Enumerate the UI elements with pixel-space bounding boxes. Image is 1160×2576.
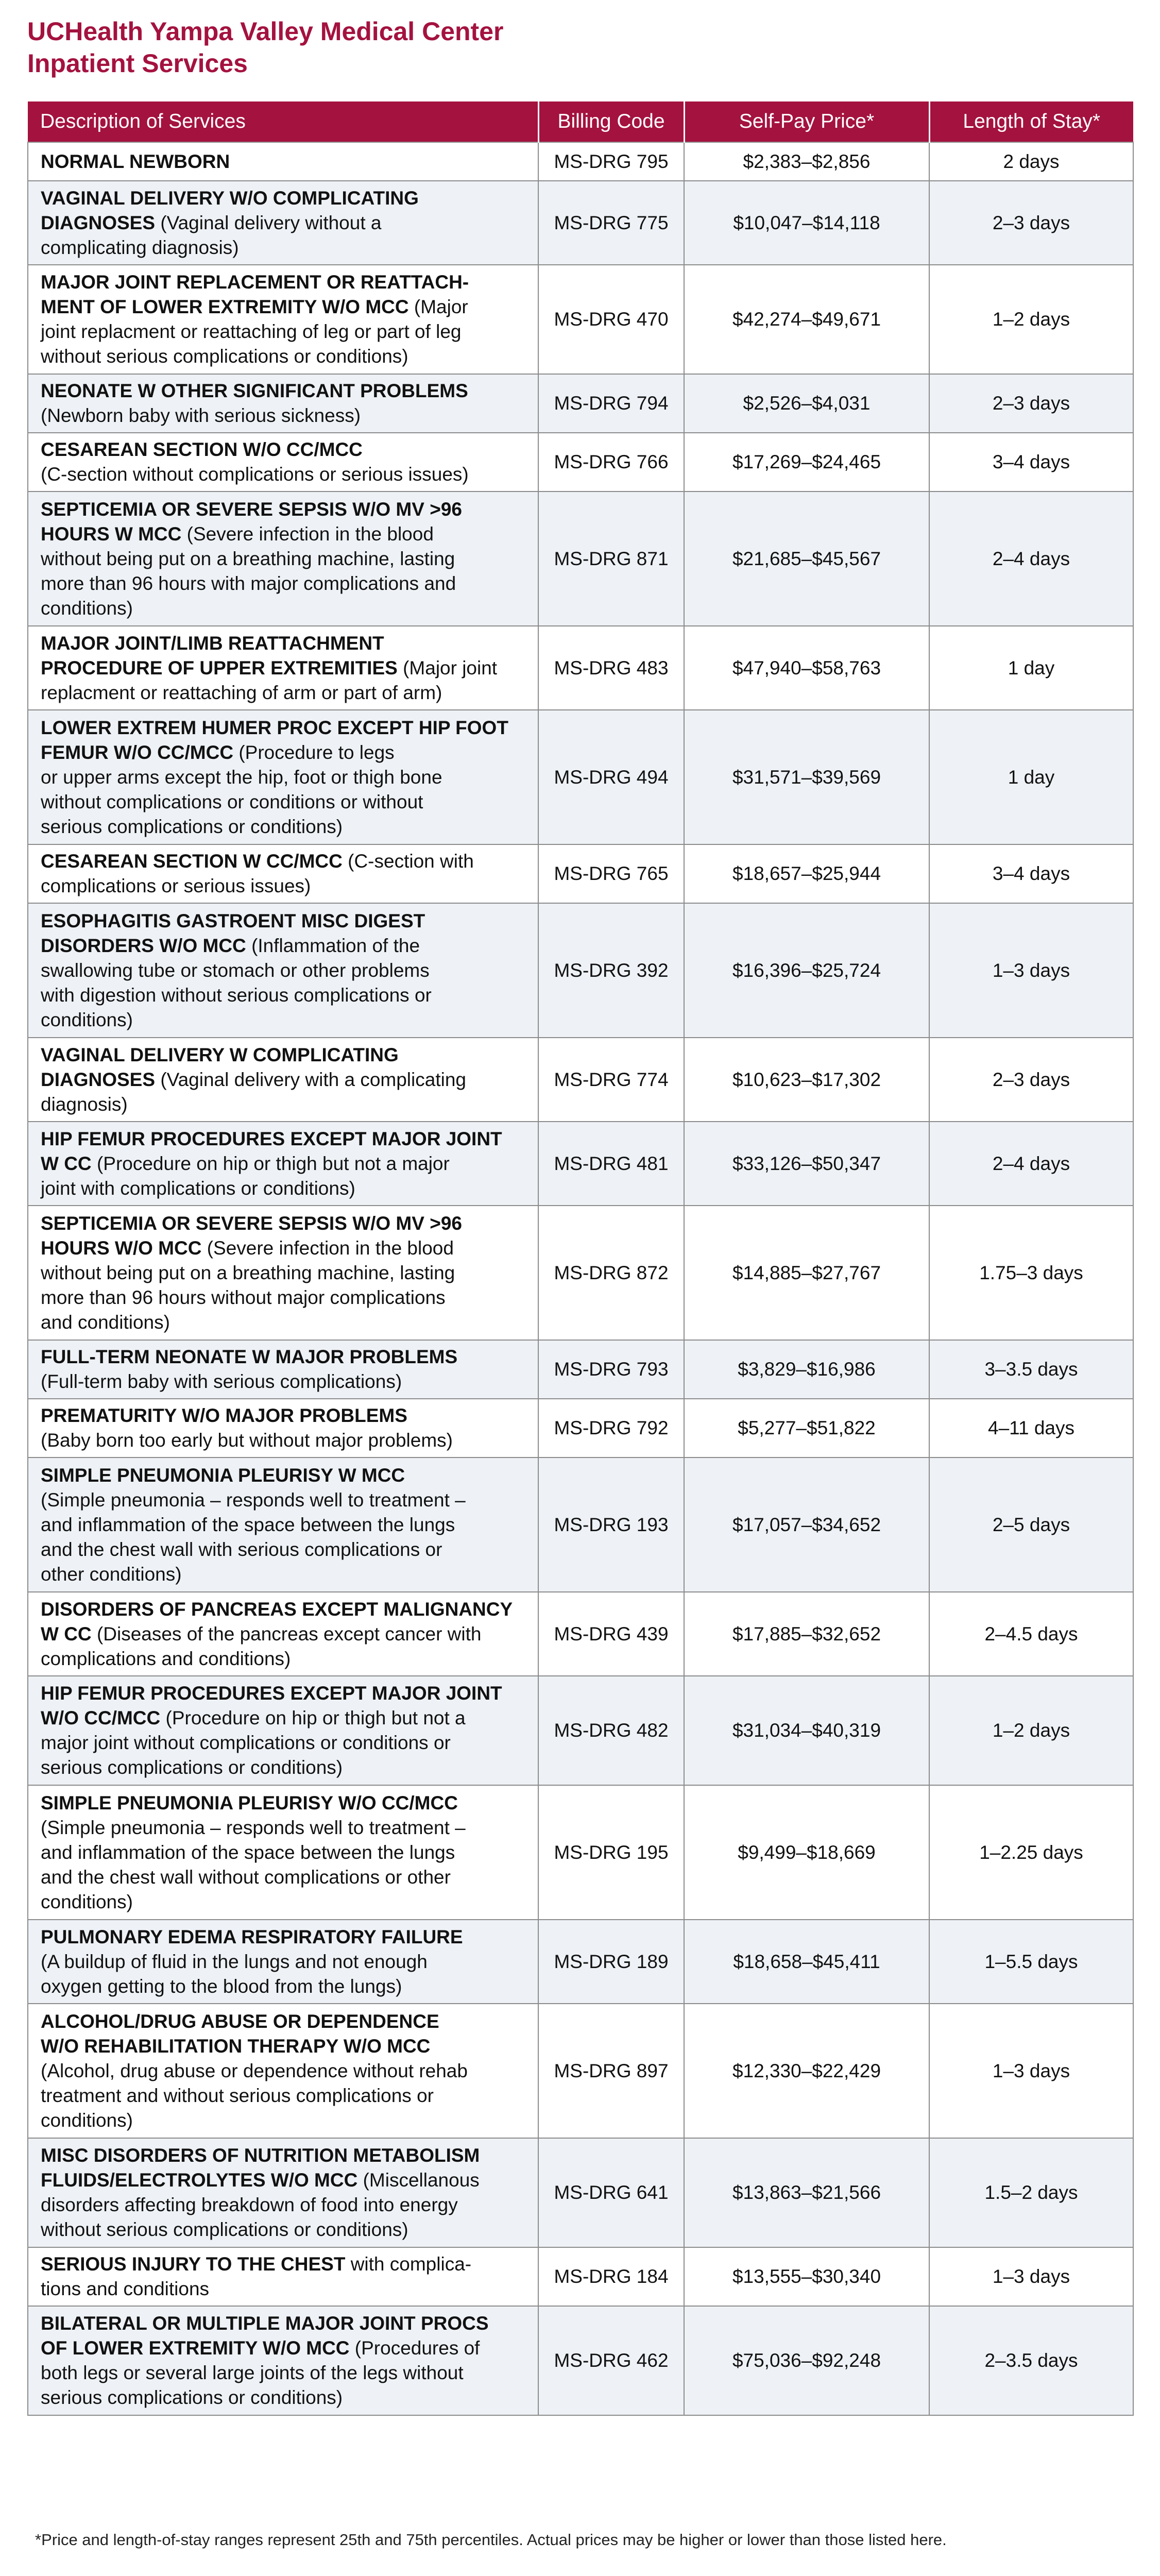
- description-line: (C-section without complications or serious issues): [41, 464, 469, 485]
- description-line: serious complications or conditions): [41, 2387, 343, 2408]
- length-of-stay: 3–3.5 days: [929, 1340, 1133, 1399]
- self-pay-price: $16,396–$25,724: [684, 903, 929, 1038]
- description-line: BILATERAL OR MULTIPLE MAJOR JOINT PROCS: [41, 2313, 489, 2334]
- description-line: MAJOR JOINT REPLACEMENT OR REATTACH-: [41, 272, 469, 293]
- self-pay-price: $3,829–$16,986: [684, 1340, 929, 1399]
- billing-code: MS-DRG 184: [538, 2247, 684, 2306]
- description-line: without serious complications or conditions): [41, 2219, 408, 2240]
- table-row: [28, 2138, 1133, 2247]
- billing-code: MS-DRG 195: [538, 1785, 684, 1920]
- description-line: PULMONARY EDEMA RESPIRATORY FAILURE: [41, 1926, 463, 1947]
- description-line: without being put on a breathing machine, lasting: [41, 548, 455, 569]
- description-line: DIAGNOSES (Vaginal delivery without a: [41, 212, 382, 233]
- service-description: [28, 1676, 538, 1785]
- service-description: [28, 2306, 538, 2415]
- description-line: DISORDERS W/O MCC (Inflammation of the: [41, 935, 420, 956]
- service-description: [28, 433, 538, 492]
- description-line: joint replacment or reattaching of leg or part of leg: [41, 321, 462, 342]
- description-line: complications and conditions): [41, 1648, 291, 1669]
- column-header-self-pay-price: Self-Pay Price*: [684, 101, 929, 142]
- table-row: [28, 1206, 1133, 1340]
- description-line: major joint without complications or conditions or: [41, 1732, 451, 1753]
- length-of-stay: 2–3.5 days: [929, 2306, 1133, 2415]
- description-line: (A buildup of fluid in the lungs and not enough: [41, 1951, 428, 1972]
- self-pay-price: $42,274–$49,671: [684, 265, 929, 374]
- service-description: [28, 1458, 538, 1592]
- description-line: DIAGNOSES (Vaginal delivery with a complicating: [41, 1069, 466, 1090]
- description-line: VAGINAL DELIVERY W COMPLICATING: [41, 1044, 399, 1065]
- description-line: ESOPHAGITIS GASTROENT MISC DIGEST: [41, 910, 425, 931]
- description-line: MISC DISORDERS OF NUTRITION METABOLISM: [41, 2145, 480, 2166]
- service-description: [28, 374, 538, 433]
- description-line: serious complications or conditions): [41, 816, 343, 837]
- table-row: [28, 1676, 1133, 1785]
- description-line: (Simple pneumonia – responds well to treatment –: [41, 1817, 466, 1838]
- length-of-stay: 1 day: [929, 710, 1133, 844]
- table-row: [28, 1920, 1133, 2004]
- description-line: with digestion without serious complications or: [41, 984, 432, 1006]
- length-of-stay: 1 day: [929, 626, 1133, 710]
- table-row: [28, 433, 1133, 492]
- billing-code: MS-DRG 494: [538, 710, 684, 844]
- description-line: disorders affecting breakdown of food into energy: [41, 2194, 458, 2215]
- description-line: FULL-TERM NEONATE W MAJOR PROBLEMS: [41, 1346, 458, 1367]
- description-line: conditions): [41, 597, 133, 619]
- description-line: PREMATURITY W/O MAJOR PROBLEMS: [41, 1405, 407, 1426]
- table-row: [28, 1038, 1133, 1122]
- self-pay-price: $12,330–$22,429: [684, 2004, 929, 2138]
- description-line: complicating diagnosis): [41, 236, 239, 258]
- description-line: diagnosis): [41, 1093, 128, 1115]
- description-line: HOURS W/O MCC (Severe infection in the blood: [41, 1237, 454, 1259]
- table-row: [28, 181, 1133, 265]
- service-description: [28, 142, 538, 181]
- description-line: SIMPLE PNEUMONIA PLEURISY W MCC: [41, 1464, 405, 1486]
- description-line: SERIOUS INJURY TO THE CHEST with complica-: [41, 2253, 472, 2275]
- description-line: and the chest wall with serious complications or: [41, 1538, 442, 1560]
- description-line: NORMAL NEWBORN: [41, 150, 230, 172]
- service-description: [28, 710, 538, 844]
- self-pay-price: $75,036–$92,248: [684, 2306, 929, 2415]
- description-line: CESAREAN SECTION W CC/MCC (C-section with: [41, 851, 474, 872]
- self-pay-price: $17,885–$32,652: [684, 1592, 929, 1676]
- description-line: complications or serious issues): [41, 875, 311, 896]
- description-line: MAJOR JOINT/LIMB REATTACHMENT: [41, 632, 384, 654]
- description-line: HIP FEMUR PROCEDURES EXCEPT MAJOR JOINT: [41, 1683, 502, 1704]
- description-line: VAGINAL DELIVERY W/O COMPLICATING: [41, 187, 419, 209]
- service-description: [28, 1920, 538, 2004]
- service-description: [28, 1206, 538, 1340]
- description-line: swallowing tube or stomach or other problems: [41, 959, 430, 981]
- length-of-stay: 2–4.5 days: [929, 1592, 1133, 1676]
- table-row: [28, 710, 1133, 844]
- description-line: PROCEDURE OF UPPER EXTREMITIES (Major joint: [41, 657, 498, 679]
- description-line: CESAREAN SECTION W/O CC/MCC: [41, 439, 363, 460]
- description-line: treatment and without serious complications or: [41, 2084, 434, 2106]
- billing-code: MS-DRG 872: [538, 1206, 684, 1340]
- length-of-stay: 1–3 days: [929, 2247, 1133, 2306]
- billing-code: MS-DRG 641: [538, 2138, 684, 2247]
- billing-code: MS-DRG 189: [538, 1920, 684, 2004]
- description-line: SEPTICEMIA OR SEVERE SEPSIS W/O MV >96: [41, 498, 462, 520]
- length-of-stay: 1–2 days: [929, 265, 1133, 374]
- length-of-stay: 1.75–3 days: [929, 1206, 1133, 1340]
- description-line: or upper arms except the hip, foot or thigh bone: [41, 766, 442, 788]
- billing-code: MS-DRG 439: [538, 1592, 684, 1676]
- description-line: tions and conditions: [41, 2278, 210, 2299]
- self-pay-price: $5,277–$51,822: [684, 1399, 929, 1458]
- self-pay-price: $10,047–$14,118: [684, 181, 929, 265]
- table-row: [28, 844, 1133, 903]
- table-row: [28, 1122, 1133, 1206]
- table-row: [28, 142, 1133, 181]
- self-pay-price: $10,623–$17,302: [684, 1038, 929, 1122]
- service-description: [28, 1592, 538, 1676]
- service-description: [28, 2138, 538, 2247]
- table-body: [28, 142, 1133, 2415]
- description-line: (Simple pneumonia – responds well to treatment –: [41, 1489, 466, 1511]
- self-pay-price: $33,126–$50,347: [684, 1122, 929, 1206]
- services-table: [27, 101, 1134, 2416]
- service-description: [28, 1038, 538, 1122]
- description-line: W CC (Procedure on hip or thigh but not a major: [41, 1153, 450, 1174]
- self-pay-price: $14,885–$27,767: [684, 1206, 929, 1340]
- description-line: without complications or conditions or without: [41, 791, 423, 812]
- services-table-container: [27, 101, 1133, 2416]
- billing-code: MS-DRG 871: [538, 492, 684, 626]
- billing-code: MS-DRG 897: [538, 2004, 684, 2138]
- description-line: (Alcohol, drug abuse or dependence without rehab: [41, 2060, 468, 2081]
- length-of-stay: 2–5 days: [929, 1458, 1133, 1592]
- description-line: (Newborn baby with serious sickness): [41, 405, 361, 426]
- length-of-stay: 1–3 days: [929, 2004, 1133, 2138]
- billing-code: MS-DRG 483: [538, 626, 684, 710]
- billing-code: MS-DRG 470: [538, 265, 684, 374]
- length-of-stay: 4–11 days: [929, 1399, 1133, 1458]
- table-row: [28, 2247, 1133, 2306]
- description-line: SEPTICEMIA OR SEVERE SEPSIS W/O MV >96: [41, 1212, 462, 1234]
- table-row: [28, 265, 1133, 374]
- length-of-stay: 1.5–2 days: [929, 2138, 1133, 2247]
- table-row: [28, 492, 1133, 626]
- description-line: HOURS W MCC (Severe infection in the blood: [41, 523, 434, 545]
- length-of-stay: 2–3 days: [929, 374, 1133, 433]
- length-of-stay: 2–4 days: [929, 1122, 1133, 1206]
- billing-code: MS-DRG 795: [538, 142, 684, 181]
- length-of-stay: 1–2.25 days: [929, 1785, 1133, 1920]
- table-row: [28, 1458, 1133, 1592]
- description-line: more than 96 hours without major complications: [41, 1286, 446, 1308]
- self-pay-price: $18,657–$25,944: [684, 844, 929, 903]
- self-pay-price: $2,526–$4,031: [684, 374, 929, 433]
- length-of-stay: 3–4 days: [929, 433, 1133, 492]
- billing-code: MS-DRG 392: [538, 903, 684, 1038]
- description-line: LOWER EXTREM HUMER PROC EXCEPT HIP FOOT: [41, 717, 508, 738]
- self-pay-price: $13,555–$30,340: [684, 2247, 929, 2306]
- service-description: [28, 844, 538, 903]
- description-line: without being put on a breathing machine, lasting: [41, 1262, 455, 1283]
- table-header-row: [28, 101, 1133, 142]
- description-line: SIMPLE PNEUMONIA PLEURISY W/O CC/MCC: [41, 1792, 458, 1814]
- description-line: NEONATE W OTHER SIGNIFICANT PROBLEMS: [41, 380, 468, 401]
- description-line: and the chest wall without complications or other: [41, 1866, 451, 1888]
- length-of-stay: 1–2 days: [929, 1676, 1133, 1785]
- self-pay-price: $9,499–$18,669: [684, 1785, 929, 1920]
- length-of-stay: 2–3 days: [929, 181, 1133, 265]
- length-of-stay: 1–5.5 days: [929, 1920, 1133, 2004]
- description-line: FEMUR W/O CC/MCC (Procedure to legs: [41, 741, 395, 763]
- footnote: *Price and length-of-stay ranges represent 25th and 75th percentiles. Actual prices may be higher or lower than those listed here.: [35, 2531, 947, 2549]
- description-line: oxygen getting to the blood from the lungs): [41, 1975, 402, 1997]
- description-line: W CC (Diseases of the pancreas except cancer with: [41, 1623, 482, 1645]
- service-description: [28, 2004, 538, 2138]
- column-header-description: Description of Services: [28, 101, 538, 142]
- description-line: W/O CC/MCC (Procedure on hip or thigh but not a: [41, 1707, 466, 1728]
- billing-code: MS-DRG 482: [538, 1676, 684, 1785]
- column-header-length-of-stay: Length of Stay*: [929, 101, 1133, 142]
- description-line: conditions): [41, 1009, 133, 1030]
- billing-code: MS-DRG 193: [538, 1458, 684, 1592]
- service-description: [28, 181, 538, 265]
- service-description: [28, 903, 538, 1038]
- description-line: and inflammation of the space between the lungs: [41, 1841, 455, 1863]
- description-line: without serious complications or conditions): [41, 346, 408, 367]
- column-header-billing-code: Billing Code: [538, 101, 684, 142]
- service-description: [28, 2247, 538, 2306]
- length-of-stay: 1–3 days: [929, 903, 1133, 1038]
- table-row: [28, 1592, 1133, 1676]
- service-description: [28, 1122, 538, 1206]
- description-line: conditions): [41, 2109, 133, 2131]
- length-of-stay: 2–3 days: [929, 1038, 1133, 1122]
- service-description: [28, 1399, 538, 1458]
- billing-code: MS-DRG 774: [538, 1038, 684, 1122]
- description-line: DISORDERS OF PANCREAS EXCEPT MALIGNANCY: [41, 1598, 513, 1620]
- billing-code: MS-DRG 792: [538, 1399, 684, 1458]
- billing-code: MS-DRG 775: [538, 181, 684, 265]
- table-row: [28, 903, 1133, 1038]
- self-pay-price: $18,658–$45,411: [684, 1920, 929, 2004]
- length-of-stay: 2–4 days: [929, 492, 1133, 626]
- billing-code: MS-DRG 462: [538, 2306, 684, 2415]
- description-line: and conditions): [41, 1311, 170, 1333]
- self-pay-price: $13,863–$21,566: [684, 2138, 929, 2247]
- table-row: [28, 2306, 1133, 2415]
- service-description: [28, 1340, 538, 1399]
- title-line-2: Inpatient Services: [27, 49, 248, 78]
- description-line: serious complications or conditions): [41, 1757, 343, 1778]
- description-line: HIP FEMUR PROCEDURES EXCEPT MAJOR JOINT: [41, 1128, 502, 1149]
- self-pay-price: $31,034–$40,319: [684, 1676, 929, 1785]
- billing-code: MS-DRG 765: [538, 844, 684, 903]
- description-line: other conditions): [41, 1563, 182, 1585]
- billing-code: MS-DRG 766: [538, 433, 684, 492]
- description-line: and inflammation of the space between the lungs: [41, 1514, 455, 1535]
- table-row: [28, 1340, 1133, 1399]
- description-line: more than 96 hours with major complications and: [41, 572, 456, 594]
- self-pay-price: $31,571–$39,569: [684, 710, 929, 844]
- self-pay-price: $2,383–$2,856: [684, 142, 929, 181]
- table-row: [28, 2004, 1133, 2138]
- description-line: FLUIDS/ELECTROLYTES W/O MCC (Miscellanous: [41, 2170, 480, 2191]
- table-row: [28, 626, 1133, 710]
- table-row: [28, 1785, 1133, 1920]
- description-line: replacment or reattaching of arm or part of arm): [41, 682, 442, 703]
- billing-code: MS-DRG 793: [538, 1340, 684, 1399]
- title-line-1: UCHealth Yampa Valley Medical Center: [27, 17, 504, 46]
- service-description: [28, 1785, 538, 1920]
- description-line: joint with complications or conditions): [41, 1177, 355, 1199]
- description-line: OF LOWER EXTREMITY W/O MCC (Procedures of: [41, 2337, 480, 2359]
- description-line: W/O REHABILITATION THERAPY W/O MCC: [41, 2035, 431, 2057]
- self-pay-price: $17,269–$24,465: [684, 433, 929, 492]
- table-row: [28, 1399, 1133, 1458]
- table-row: [28, 374, 1133, 433]
- description-line: (Baby born too early but without major problems): [41, 1430, 453, 1451]
- service-description: [28, 265, 538, 374]
- self-pay-price: $17,057–$34,652: [684, 1458, 929, 1592]
- service-description: [28, 492, 538, 626]
- billing-code: MS-DRG 481: [538, 1122, 684, 1206]
- description-line: conditions): [41, 1891, 133, 1912]
- description-line: ALCOHOL/DRUG ABUSE OR DEPENDENCE: [41, 2010, 439, 2032]
- description-line: both legs or several large joints of the legs without: [41, 2362, 464, 2383]
- length-of-stay: 3–4 days: [929, 844, 1133, 903]
- billing-code: MS-DRG 794: [538, 374, 684, 433]
- self-pay-price: $21,685–$45,567: [684, 492, 929, 626]
- self-pay-price: $47,940–$58,763: [684, 626, 929, 710]
- description-line: MENT OF LOWER EXTREMITY W/O MCC (Major: [41, 296, 468, 317]
- length-of-stay: 2 days: [929, 142, 1133, 181]
- description-line: (Full-term baby with serious complications): [41, 1371, 402, 1392]
- service-description: [28, 626, 538, 710]
- page-title: [27, 15, 1130, 79]
